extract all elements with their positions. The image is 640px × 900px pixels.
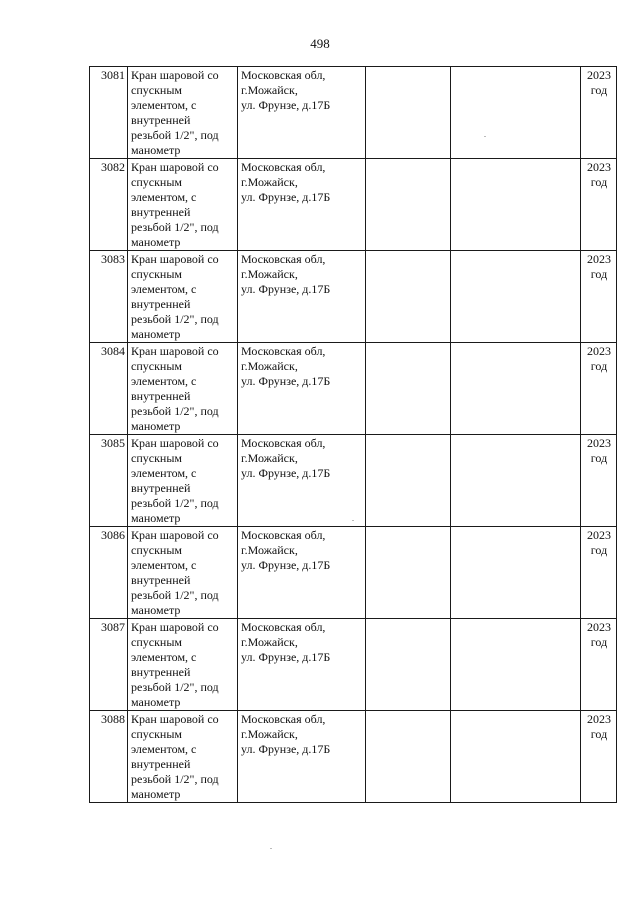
item-name	[128, 619, 238, 711]
item-year	[581, 67, 617, 159]
item-year-line: год	[590, 727, 608, 741]
item-address-line: Московская обл,	[241, 252, 326, 266]
registry-table-body	[90, 67, 617, 803]
item-year-line: 2023	[587, 620, 611, 634]
row-number: 3087	[90, 619, 128, 711]
item-name-line: внутренней	[131, 481, 191, 495]
item-name-line: резьбой 1/2", под	[131, 404, 219, 418]
item-year	[581, 527, 617, 619]
item-name-line: манометр	[131, 235, 181, 249]
item-address	[238, 435, 366, 527]
item-name-line: манометр	[131, 787, 181, 801]
item-year-line: 2023	[587, 712, 611, 726]
item-year-line: год	[590, 451, 608, 465]
item-year	[581, 251, 617, 343]
item-address-line: г.Можайск,	[241, 451, 298, 465]
item-address-line: г.Можайск,	[241, 359, 298, 373]
item-address	[238, 619, 366, 711]
item-name-line: внутренней	[131, 757, 191, 771]
item-name-line: резьбой 1/2", под	[131, 312, 219, 326]
item-address-line: ул. Фрунзе, д.17Б	[241, 374, 331, 388]
item-address	[238, 343, 366, 435]
item-address-line: ул. Фрунзе, д.17Б	[241, 98, 331, 112]
item-year	[581, 159, 617, 251]
item-address-line: ул. Фрунзе, д.17Б	[241, 742, 331, 756]
item-name-line: манометр	[131, 419, 181, 433]
empty-cell	[366, 251, 451, 343]
registry-table	[89, 66, 617, 803]
empty-cell	[451, 67, 581, 159]
item-year-line: год	[590, 175, 608, 189]
item-name	[128, 343, 238, 435]
item-name-line: манометр	[131, 327, 181, 341]
item-name-line: элементом, с	[131, 650, 197, 664]
item-year-line: 2023	[587, 252, 611, 266]
item-address-line: ул. Фрунзе, д.17Б	[241, 558, 331, 572]
scan-artifact	[484, 136, 486, 137]
table-row	[90, 527, 617, 619]
table-row	[90, 159, 617, 251]
item-name-line: резьбой 1/2", под	[131, 128, 219, 142]
item-year-line: 2023	[587, 160, 611, 174]
item-name-line: спускным	[131, 359, 182, 373]
row-number: 3085	[90, 435, 128, 527]
item-address-line: г.Можайск,	[241, 635, 298, 649]
item-year-line: год	[590, 635, 608, 649]
row-number: 3084	[90, 343, 128, 435]
item-address-line: ул. Фрунзе, д.17Б	[241, 466, 331, 480]
item-name-line: спускным	[131, 83, 182, 97]
empty-cell	[366, 343, 451, 435]
item-name-line: спускным	[131, 543, 182, 557]
item-name-line: внутренней	[131, 389, 191, 403]
item-address-line: ул. Фрунзе, д.17Б	[241, 190, 331, 204]
empty-cell	[451, 251, 581, 343]
item-name-line: манометр	[131, 143, 181, 157]
item-name-line: Кран шаровой со	[131, 68, 219, 82]
table-row	[90, 343, 617, 435]
item-name-line: внутренней	[131, 113, 191, 127]
item-address	[238, 711, 366, 803]
item-name	[128, 159, 238, 251]
empty-cell	[451, 343, 581, 435]
item-address-line: Московская обл,	[241, 160, 326, 174]
item-name-line: внутренней	[131, 665, 191, 679]
item-name-line: Кран шаровой со	[131, 528, 219, 542]
item-address-line: Московская обл,	[241, 528, 326, 542]
item-name-line: спускным	[131, 267, 182, 281]
empty-cell	[451, 435, 581, 527]
item-name-line: элементом, с	[131, 558, 197, 572]
item-name	[128, 711, 238, 803]
item-address-line: г.Можайск,	[241, 175, 298, 189]
row-number: 3088	[90, 711, 128, 803]
item-name-line: внутренней	[131, 573, 191, 587]
item-year-line: год	[590, 543, 608, 557]
item-address-line: г.Можайск,	[241, 543, 298, 557]
item-name-line: элементом, с	[131, 190, 197, 204]
empty-cell	[451, 527, 581, 619]
item-name	[128, 435, 238, 527]
item-name-line: Кран шаровой со	[131, 160, 219, 174]
item-name-line: Кран шаровой со	[131, 344, 219, 358]
item-name-line: Кран шаровой со	[131, 436, 219, 450]
item-address-line: Московская обл,	[241, 620, 326, 634]
item-name-line: внутренней	[131, 205, 191, 219]
empty-cell	[451, 619, 581, 711]
item-address	[238, 527, 366, 619]
item-name-line: Кран шаровой со	[131, 252, 219, 266]
row-number: 3086	[90, 527, 128, 619]
table-row	[90, 67, 617, 159]
item-year-line: 2023	[587, 68, 611, 82]
item-name-line: спускным	[131, 175, 182, 189]
item-year-line: 2023	[587, 528, 611, 542]
item-name-line: резьбой 1/2", под	[131, 680, 219, 694]
item-address-line: г.Можайск,	[241, 267, 298, 281]
item-name	[128, 251, 238, 343]
item-year-line: год	[590, 267, 608, 281]
item-name-line: резьбой 1/2", под	[131, 588, 219, 602]
item-name-line: резьбой 1/2", под	[131, 772, 219, 786]
row-number: 3082	[90, 159, 128, 251]
item-address-line: г.Можайск,	[241, 83, 298, 97]
item-address-line: Московская обл,	[241, 712, 326, 726]
table-row	[90, 435, 617, 527]
item-name-line: манометр	[131, 511, 181, 525]
item-name-line: резьбой 1/2", под	[131, 496, 219, 510]
item-year	[581, 343, 617, 435]
item-name-line: внутренней	[131, 297, 191, 311]
empty-cell	[451, 159, 581, 251]
page-number: 498	[310, 36, 330, 51]
item-name-line: элементом, с	[131, 466, 197, 480]
empty-cell	[366, 527, 451, 619]
item-name-line: Кран шаровой со	[131, 620, 219, 634]
item-year-line: 2023	[587, 436, 611, 450]
item-name-line: манометр	[131, 695, 181, 709]
scan-artifact	[352, 520, 354, 521]
item-year	[581, 711, 617, 803]
item-name	[128, 67, 238, 159]
item-address	[238, 251, 366, 343]
item-name	[128, 527, 238, 619]
empty-cell	[366, 619, 451, 711]
item-name-line: элементом, с	[131, 742, 197, 756]
table-row	[90, 711, 617, 803]
item-name-line: элементом, с	[131, 282, 197, 296]
item-address-line: ул. Фрунзе, д.17Б	[241, 282, 331, 296]
item-address-line: Московская обл,	[241, 436, 326, 450]
item-address	[238, 159, 366, 251]
item-name-line: спускным	[131, 727, 182, 741]
item-name-line: резьбой 1/2", под	[131, 220, 219, 234]
scan-artifact	[270, 848, 272, 849]
item-address	[238, 67, 366, 159]
row-number: 3083	[90, 251, 128, 343]
table-row	[90, 619, 617, 711]
item-name-line: элементом, с	[131, 98, 197, 112]
item-name-line: спускным	[131, 635, 182, 649]
item-name-line: манометр	[131, 603, 181, 617]
item-year-line: год	[590, 83, 608, 97]
item-name-line: Кран шаровой со	[131, 712, 219, 726]
empty-cell	[366, 711, 451, 803]
item-year	[581, 435, 617, 527]
item-year-line: 2023	[587, 344, 611, 358]
item-address-line: Московская обл,	[241, 344, 326, 358]
item-address-line: г.Можайск,	[241, 727, 298, 741]
empty-cell	[366, 67, 451, 159]
empty-cell	[366, 159, 451, 251]
item-name-line: спускным	[131, 451, 182, 465]
table-row	[90, 251, 617, 343]
item-year-line: год	[590, 359, 608, 373]
empty-cell	[366, 435, 451, 527]
item-name-line: элементом, с	[131, 374, 197, 388]
item-address-line: ул. Фрунзе, д.17Б	[241, 650, 331, 664]
item-year	[581, 619, 617, 711]
empty-cell	[451, 711, 581, 803]
row-number: 3081	[90, 67, 128, 159]
item-address-line: Московская обл,	[241, 68, 326, 82]
